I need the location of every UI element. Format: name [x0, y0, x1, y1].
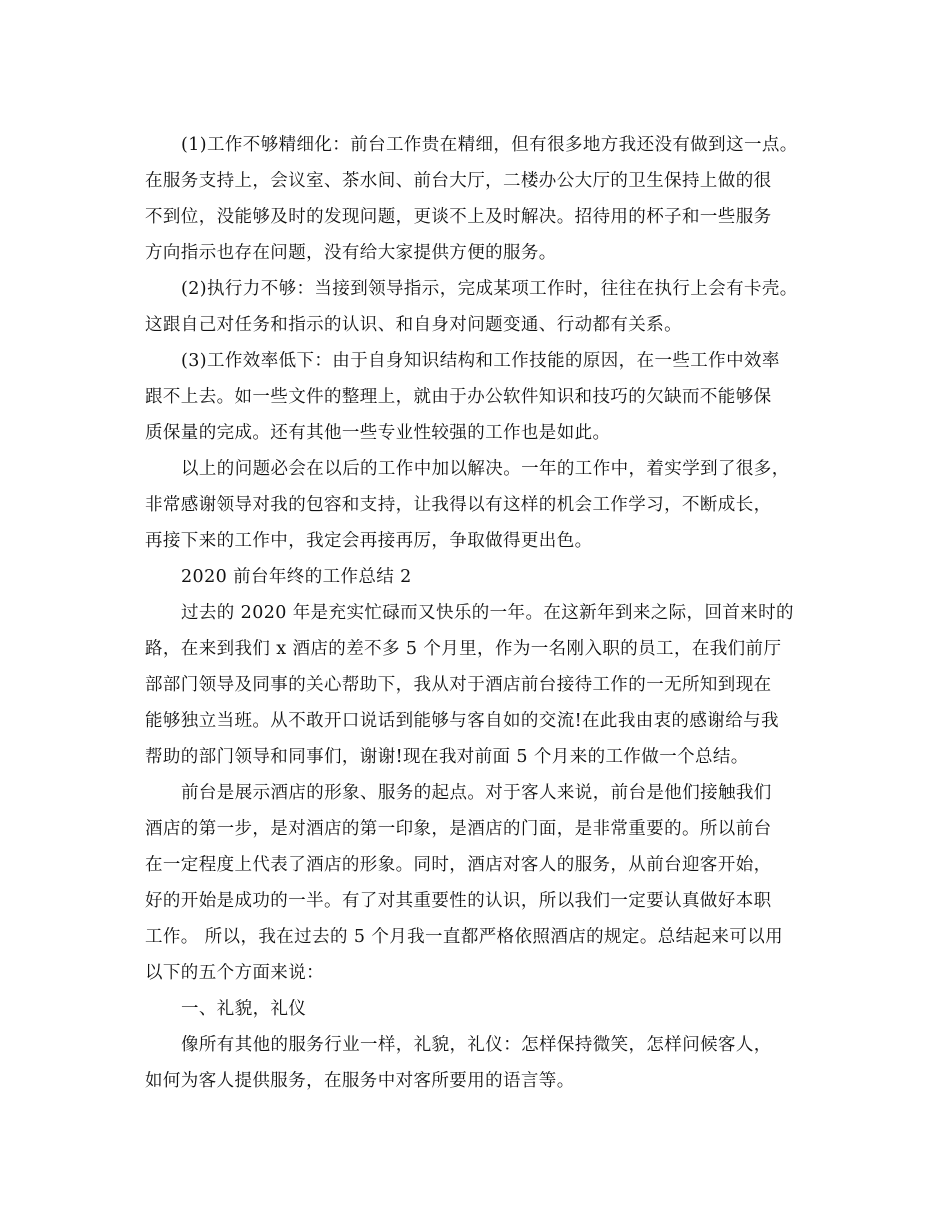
- paragraph-line: 帮助的部门领导和同事们，谢谢!现在我对前面 5 个月来的工作做一个总结。: [145, 747, 749, 767]
- paragraph-line: 不到位，没能够及时的发现问题，更谈不上及时解决。招待用的杯子和一些服务: [145, 207, 772, 227]
- paragraph-line: 这跟自己对任务和指示的认识、和自身对问题变通、行动都有关系。: [145, 315, 682, 335]
- paragraph-line: 部部门领导及同事的关心帮助下，我从对于酒店前台接待工作的一无所知到现在: [145, 675, 772, 695]
- paragraph-line: 酒店的第一步，是对酒店的第一印象，是酒店的门面，是非常重要的。所以前台: [145, 819, 772, 839]
- paragraph-line: 以下的五个方面来说：: [145, 963, 324, 983]
- paragraph-line: 在服务支持上，会议室、茶水间、前台大厅，二楼办公大厅的卫生保持上做的很: [145, 171, 772, 191]
- paragraph-line: 前台是展示酒店的形象、服务的起点。对于客人来说，前台是他们接触我们: [181, 783, 772, 803]
- paragraph-line: 质保量的完成。还有其他一些专业性较强的工作也是如此。: [145, 423, 611, 443]
- paragraph-line: 再接下来的工作中，我定会再接再厉，争取做得更出色。: [145, 531, 593, 551]
- section-heading: 一、礼貌，礼仪: [181, 999, 307, 1019]
- paragraph-line: 像所有其他的服务行业一样，礼貌，礼仪：怎样保持微笑，怎样问候客人，: [181, 1035, 772, 1055]
- paragraph-line: 好的开始是成功的一半。有了对其重要性的认识，所以我们一定要认真做好本职: [145, 891, 772, 911]
- paragraph-line: 非常感谢领导对我的包容和支持，让我得以有这样的机会工作学习，不断成长，: [145, 495, 772, 515]
- paragraph-line: 能够独立当班。从不敢开口说话到能够与客自如的交流!在此我由衷的感谢给与我: [145, 711, 779, 731]
- paragraph-line: 过去的 2020 年是充实忙碌而又快乐的一年。在这新年到来之际，回首来时的: [181, 603, 794, 623]
- paragraph-line: 在一定程度上代表了酒店的形象。同时，酒店对客人的服务，从前台迎客开始，: [145, 855, 772, 875]
- paragraph-line: (2)执行力不够：当接到领导指示，完成某项工作时，往往在执行上会有卡壳。: [181, 279, 798, 299]
- paragraph-line: 路，在来到我们 x 酒店的差不多 5 个月里，作为一名刚入职的员工，在我们前厅: [145, 639, 782, 659]
- paragraph-line: 方向指示也存在问题，没有给大家提供方便的服务。: [145, 243, 557, 263]
- paragraph-line: 工作。 所以，我在过去的 5 个月我一直都严格依照酒店的规定。总结起来可以用: [145, 927, 784, 947]
- section-heading: 2020 前台年终的工作总结 2: [181, 567, 412, 587]
- paragraph-line: 跟不上去。如一些文件的整理上，就由于办公软件知识和技巧的欠缺而不能够保: [145, 387, 772, 407]
- paragraph-line: 如何为客人提供服务，在服务中对客所要用的语言等。: [145, 1071, 575, 1091]
- paragraph-line: (3)工作效率低下：由于自身知识结构和工作技能的原因，在一些工作中效率: [181, 351, 780, 371]
- paragraph-line: 以上的问题必会在以后的工作中加以解决。一年的工作中，着实学到了很多，: [181, 459, 790, 479]
- paragraph-line: (1)工作不够精细化：前台工作贵在精细，但有很多地方我还没有做到这一点。: [181, 135, 798, 155]
